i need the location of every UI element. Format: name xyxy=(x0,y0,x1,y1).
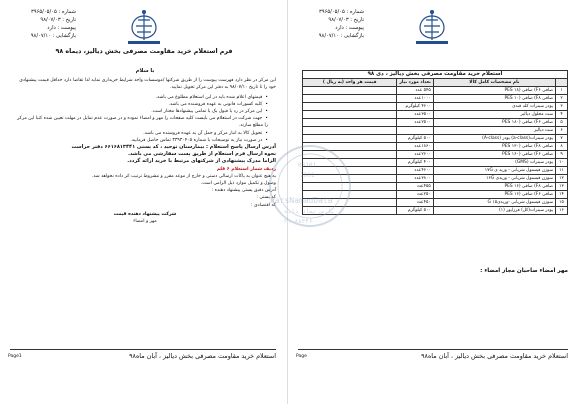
unit-price-cell xyxy=(303,111,397,119)
watermark-text: 1001 xyxy=(300,172,315,179)
send-method: نحوه ارسال فرم استعلام از طریق پست سفارشی می باشد. xyxy=(128,151,276,158)
quantity-cell: ۴۵۰عدد xyxy=(397,199,433,207)
letter-attachment: پیوست : دارد xyxy=(47,25,76,31)
item-name-cell: سوزن فیستول شریانی -وریدی۱۵ G xyxy=(433,199,555,207)
letter-intro: این مرکز در نظر دارد فهرست پیوست را از طریق شرکتها /موسسات واجد شرایط خریداری نماید لذا تقاضا دارد حداقل قیمت پیشنهادی خود را تا تاریخ ۹۸/۰۷/۱۰ به دفتر این مرکز تحویل نمایید. xyxy=(19,78,276,91)
reply-address: آدرس ارسال پاسخ استعلام : بیمارستان توحید ، کد پستی ۶۶۱۶۸۱۳۴۴۱ دفتر حراست xyxy=(71,144,276,151)
row-number-cell: ۴ xyxy=(556,111,568,119)
table-row xyxy=(303,103,568,111)
item-name-cell: سوزن فیستول شریانی - وریدی ۱۶G xyxy=(433,175,555,183)
quantity-cell: ۲۶۰۰عدد xyxy=(397,151,433,159)
row-number-cell: ۲ xyxy=(556,95,568,103)
letter-date: تاریخ : ۹۸/۰۷/۰۳ xyxy=(328,17,364,23)
row-number-cell: ۱۱ xyxy=(556,167,568,175)
table-row xyxy=(303,111,568,119)
item-name-cell: ست محلول دیالیز xyxy=(433,111,555,119)
quantity-cell: ۴۶۰۰عدد xyxy=(397,167,433,175)
condition-item: • قیمتهای اعلام شده باید در این استعلام مطلوع می باشد. xyxy=(14,94,268,101)
condition-item: • تحویل کالا به انبار مرکز و حمل آن به عهده فروشنده می باشد. xyxy=(14,130,268,137)
left-meta-block xyxy=(6,8,76,40)
row-number-cell: ۱۰ xyxy=(556,159,568,167)
right-page-number: Page xyxy=(296,354,307,359)
condition-item: • در صورت نیاز به توضیحات با شماره ۳۳۹۳۰۴۰۵ تماس حاصل فرمایید. xyxy=(14,137,268,144)
item-name-cell: پودر سیترات (GMS) xyxy=(433,159,555,167)
item-name-cell: پودر سیترات(a-class) پودر (A-class) xyxy=(433,135,555,143)
letter-attachment: پیوست : دارد xyxy=(335,25,364,31)
table-row xyxy=(303,119,568,127)
quantity-cell: ۴۰۰ کیلوگرم xyxy=(397,159,433,167)
quantity-cell: ۵۰۰ کیلوگرم xyxy=(397,207,433,215)
quantity-cell: ۴۶۰۰ کیلوگرم xyxy=(397,103,433,111)
mandatory-docs: الزاما مدرک پیشنهادی از شرکتهای مرتبط با خرید ارائه گردد. xyxy=(127,158,276,165)
quantity-cell: ۴۵۵عدد xyxy=(397,183,433,191)
item-name-cell: صافی F۸) صافی (۱۶ PES xyxy=(433,183,555,191)
conditions-list xyxy=(14,94,276,144)
item-name-cell: پودر سیترات(کل) فرزاپور (۱) xyxy=(433,207,555,215)
unit-price-cell xyxy=(303,95,397,103)
letter-deadline: بازگشایی : ۹۸/۰۷/۱۰ xyxy=(318,33,364,39)
item-count-notice: ردیف شمار استعلام ۶ قلم xyxy=(216,166,276,172)
col-quantity: تعداد مورد نیاز xyxy=(397,79,433,87)
item-name-cell: ست دیالیز xyxy=(433,127,555,135)
letter-date: تاریخ : ۹۸/۰۷/۰۳ xyxy=(40,17,76,23)
left-page-title: فرم استعلام خرید مقاومت مصرفی بخش دیالیز، دیماه ۹۸ xyxy=(55,48,233,55)
watermark xyxy=(240,128,380,246)
item-name-cell: صافی F۸) صافی (۱۳۰ PES xyxy=(433,143,555,151)
right-meta-block xyxy=(294,8,364,40)
right-footer-rule xyxy=(298,349,568,350)
quantity-cell: ۲۵۰عدد xyxy=(397,191,433,199)
condition-item: • جهت شرکت در استعلام می بایست کلیه صفحات را مهر و امضاء نموده و در صورت عدم تمایل در مهلت تعیین شده کتبا این مرکز را مطلع سازند. xyxy=(14,115,268,129)
item-name-cell: صافی F۸) صافی (۱۰ PES xyxy=(433,95,555,103)
bidder-company-label: شرکت پیشنهاد دهنده قیمت xyxy=(113,211,177,217)
item-name-cell: صافی F۶) صافی (۱۶ PES xyxy=(433,191,555,199)
item-name-cell: صافی F۶) صافی (۱۸ PES xyxy=(433,87,555,95)
row-number-cell: ۶ xyxy=(556,127,568,135)
university-logo xyxy=(120,6,168,46)
item-name-cell: صافی F۶) صافی (۱۸۰ PES xyxy=(433,119,555,127)
required-fields-notice: وصول و تکمیل موارد ذیل الزامی است. xyxy=(200,181,276,187)
postal-code-field: کد پستی : xyxy=(256,195,276,201)
condition-item: • کلیه کسورات قانونی به عهده فروشنده می باشد. xyxy=(14,101,268,108)
row-number-cell: ۱۳ xyxy=(556,183,568,191)
economic-code-field: کد اقتصادی : xyxy=(251,202,276,208)
letter-number: شماره : ۳۹۶۵/۰۵/۰۵ xyxy=(31,9,76,15)
condition-item: • این مرکز در رد یا قبول یک یا تمامی پیشنهادها مختار است. xyxy=(14,108,268,115)
postal-address-field: آدرس دقیق پستی پیشنهاد دهنده : xyxy=(211,188,276,194)
quantity-cell xyxy=(397,127,433,135)
watermark-text: پارس نماد داده xyxy=(284,208,335,215)
watermark-text: ۰۲۱-۸۸۳۴۶۰۰۰ xyxy=(280,218,324,225)
row-number-cell: ۵ xyxy=(556,119,568,127)
stamp-signature-label: مهر و امضاء xyxy=(133,219,157,225)
authorized-signatures: مهر امضاء صاحبان مجاز امضاء : xyxy=(480,268,568,274)
right-footer: استعلام خرید مقاومت مصرفی بخش دیالیز ، آبان ماه۹۸ xyxy=(421,352,568,360)
row-number-cell: ۷ xyxy=(556,135,568,143)
row-number-cell: ۱۶ xyxy=(556,207,568,215)
unit-price-cell xyxy=(303,103,397,111)
quantity-cell: ۲۵۰۰عدد xyxy=(397,119,433,127)
col-item-name: نام مشخصات کامل کالا xyxy=(433,79,555,87)
item-name-cell: سوزن فیستول شریانی - ورید ی ۱۷G xyxy=(433,167,555,175)
unit-price-cell xyxy=(303,119,397,127)
salutation: با سلام xyxy=(135,68,155,74)
left-footer: استعلام خرید مقاومت مصرفی بخش دیالیز ، آبان ماه۹۸ xyxy=(129,352,276,360)
item-name-cell: صافی F۶) صافی (۱۶۰ PES xyxy=(433,151,555,159)
row-number-cell: ۱ xyxy=(556,87,568,95)
quantity-cell: ۳۸۰۰عدد xyxy=(397,175,433,183)
row-number-cell: ۱۴ xyxy=(556,191,568,199)
late-notice: به هیچ عنوان به پاکات ارسالی دستی و خارج از موعد مقرر و مشروط ترتیب اثر داده نخواهد شد. xyxy=(91,173,276,179)
col-unit-price: قیمت هر واحد (به ریال ) xyxy=(303,79,397,87)
row-number-cell: ۱۲ xyxy=(556,175,568,183)
quantity-cell: ۵۰۰ کیلوگرم xyxy=(397,135,433,143)
university-logo xyxy=(408,6,456,46)
watermark-text: ParsNamadData xyxy=(270,196,333,205)
row-number-cell: ۹ xyxy=(556,151,568,159)
row-number-cell: ۸ xyxy=(556,143,568,151)
table-row xyxy=(303,87,568,95)
letter-number: شماره : ۳۹۶۵/۰۵/۰۵ xyxy=(319,9,364,15)
row-number-cell: ۳ xyxy=(556,103,568,111)
quantity-cell: ۱۸۶۰عدد xyxy=(397,143,433,151)
left-footer-rule xyxy=(10,349,276,350)
left-page-number: Page1 xyxy=(8,354,22,359)
quantity-cell: ۳۵۰۰عدد xyxy=(397,111,433,119)
quantity-cell: ۵۴۵ عدد xyxy=(397,87,433,95)
item-name-cell: پودر سیترات کله قندی xyxy=(433,103,555,111)
col-row-no xyxy=(556,79,568,87)
unit-price-cell xyxy=(303,87,397,95)
inquiry-letter xyxy=(14,68,276,225)
table-title: استعلام خرید مقاومت مصرفی بخش دیالیز ، دی ۹۸ xyxy=(303,71,568,79)
table-row xyxy=(303,95,568,103)
letter-deadline: بازگشایی : ۹۸/۰۷/۱۰ xyxy=(30,33,76,39)
table-header-row xyxy=(303,79,568,87)
watermark-text: 03101 xyxy=(298,162,317,169)
row-number-cell: ۱۵ xyxy=(556,199,568,207)
quantity-cell: ۱۰۰۰عدد xyxy=(397,95,433,103)
